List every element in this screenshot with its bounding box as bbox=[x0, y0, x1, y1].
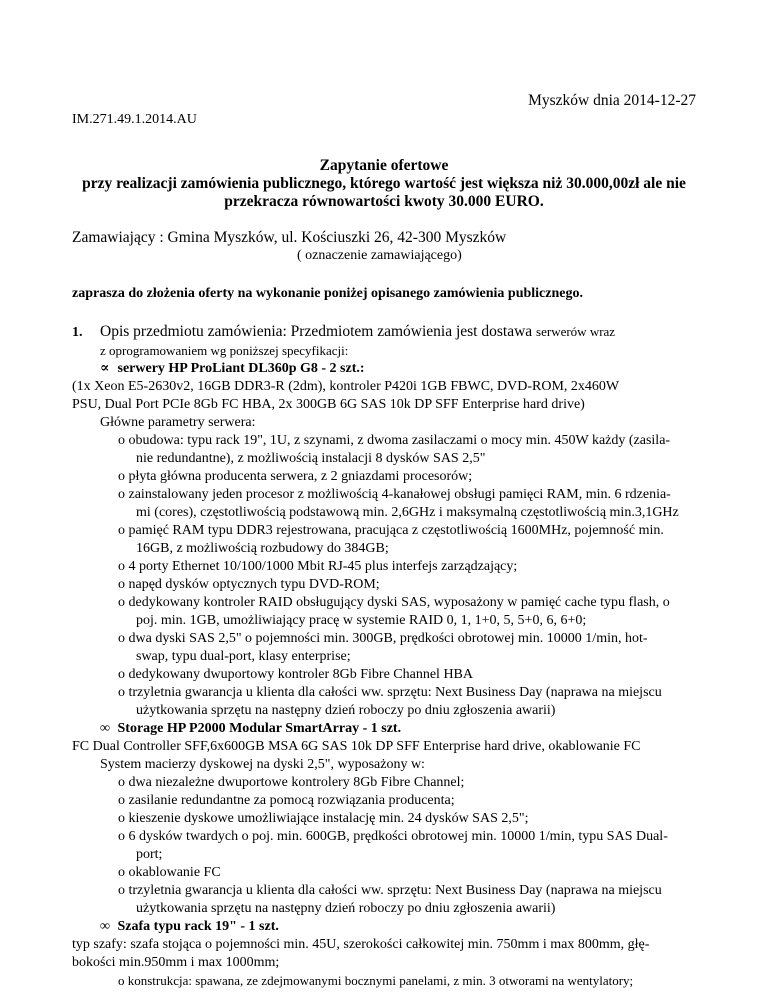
list-item: o konstrukcja: spawana, ze zdejmowanymi bocznymi panelami, z min. 3 otworami na wentylatory; bbox=[118, 973, 634, 988]
title-line-2: przy realizacji zamówienia publicznego, którego wartość jest większa niż 30.000,00zł ale nie bbox=[82, 175, 686, 192]
list-item: o pamięć RAM typu DDR3 rejestrowana, pracująca z częstotliwością 1600MHz, pojemność min. bbox=[118, 523, 664, 538]
list-item: o 4 porty Ethernet 10/100/1000 Mbit RJ-45 plus interfejs zarządzający; bbox=[118, 559, 518, 574]
list-item: o kieszenie dyskowe umożliwiające instalację min. 24 dysków SAS 2,5"; bbox=[118, 811, 529, 826]
section-intro: Opis przedmiotu zamówienia: Przedmiotem zamówienia jest dostawa serwerów wraz bbox=[100, 323, 616, 340]
reference-number: IM.271.49.1.2014.AU bbox=[72, 112, 197, 127]
title-line-3: przekracza równowartości kwoty 30.000 EURO. bbox=[224, 193, 544, 210]
list-item: o 6 dysków twardych o poj. min. 600GB, prędkości obrotowej min. 10000 1/min, typu SAS Dual- bbox=[118, 829, 668, 844]
list-item: o trzyletnia gwarancja u klienta dla całości ww. sprzętu: Next Business Day (naprawa na miejscu bbox=[118, 883, 662, 898]
list-item: o obudowa: typu rack 19", 1U, z szynami, z dwoma zasilaczami o mocy min. 450W każdy (zasila- bbox=[118, 433, 671, 448]
storage-system: System macierzy dyskowej na dyski 2,5", wyposażony w: bbox=[100, 757, 425, 772]
list-item-cont: użytkowania sprzętu na następny dzień roboczy po dniu zgłoszenia awarii) bbox=[136, 901, 556, 916]
list-item: o zainstalowany jeden procesor z możliwością 4-kanałowej obsługi pamięci RAM, min. 6 rdzenia- bbox=[118, 487, 671, 502]
list-item: o okablowanie FC bbox=[118, 865, 221, 880]
list-item: o zasilanie redundantne za pomocą rozwiązania producenta; bbox=[118, 793, 455, 808]
list-item-cont: nie redundantne), z możliwością instalacji 8 dysków SAS 2,5" bbox=[136, 451, 486, 466]
bullet-proportional-icon: ∝ bbox=[100, 361, 110, 376]
list-item: o płyta główna producenta serwera, z 2 gniazdami procesorów; bbox=[118, 469, 473, 484]
rack-type-cont: bokości min.950mm i max 1000mm; bbox=[72, 955, 280, 970]
servers-heading: ∝ serwery HP ProLiant DL360p G8 - 2 szt.: bbox=[100, 361, 365, 376]
list-item: o napęd dysków optycznych typu DVD-ROM; bbox=[118, 577, 380, 592]
list-item-cont: mi (cores), częstotliwością podstawową min. 2,6GHz i maksymalną częstotliwością min.3,1GHz bbox=[136, 505, 679, 520]
list-item-cont: 16GB, z możliwością rozbudowy do 384GB; bbox=[136, 541, 389, 556]
document-title: Zapytanie ofertowe bbox=[319, 157, 449, 174]
servers-spec: (1x Xeon E5-2630v2, 16GB DDR3-R (2dm), kontroler P420i 1GB FBWC, DVD-ROM, 2x460W bbox=[72, 379, 620, 394]
storage-spec: FC Dual Controller SFF,6x600GB MSA 6G SAS 10k DP SFF Enterprise hard drive, okablowanie FC bbox=[72, 739, 641, 754]
rack-heading: ∞ Szafa typu rack 19" - 1 szt. bbox=[100, 919, 279, 934]
list-item: o dwa niezależne dwuportowe kontrolery 8Gb Fibre Channel; bbox=[118, 775, 465, 790]
bullet-infinity-icon: ∞ bbox=[100, 919, 110, 934]
rack-type: typ szafy: szafa stojąca o pojemności min. 45U, szerokości całkowitej min. 750mm i max 800mm, głę- bbox=[72, 937, 650, 952]
invitation-text: zaprasza do złożenia oferty na wykonanie poniżej opisanego zamówienia publicznego. bbox=[72, 286, 583, 301]
date-line: Myszków dnia 2014-12-27 bbox=[528, 92, 696, 109]
list-item: o dedykowany dwuportowy kontroler 8Gb Fibre Channel HBA bbox=[118, 667, 474, 682]
list-item: o dwa dyski SAS 2,5" o pojemności min. 300GB, prędkości obrotowej min. 10000 1/min, hot- bbox=[118, 631, 648, 646]
servers-params-label: Główne parametry serwera: bbox=[100, 415, 256, 430]
list-item: o trzyletnia gwarancja u klienta dla całości ww. sprzętu: Next Business Day (naprawa na miejscu bbox=[118, 685, 662, 700]
list-item-cont: poj. min. 1GB, umożliwiający pracę w systemie RAID 0, 1, 1+0, 5, 5+0, 6, 6+0; bbox=[136, 613, 587, 628]
contracting-authority-note: ( oznaczenie zamawiającego) bbox=[297, 248, 462, 263]
contracting-authority: Zamawiający : Gmina Myszków, ul. Kościuszki 26, 42-300 Myszków bbox=[72, 229, 507, 246]
storage-heading: ∞ Storage HP P2000 Modular SmartArray - 1 szt. bbox=[100, 721, 402, 736]
list-item-cont: port; bbox=[136, 847, 163, 862]
bullet-infinity-icon: ∞ bbox=[100, 721, 110, 736]
list-item-cont: swap, typu dual-port, klasy enterprise; bbox=[136, 649, 351, 664]
list-item: o dedykowany kontroler RAID obsługujący dyski SAS, wyposażony w pamięć cache typu flash, o bbox=[118, 595, 670, 610]
section-number: 1. bbox=[72, 325, 83, 340]
section-intro-cont: z oprogramowaniem wg poniższej specyfikacji: bbox=[100, 343, 349, 358]
servers-spec-cont: PSU, Dual Port PCIe 8Gb FC HBA, 2x 300GB 6G SAS 10k DP SFF Enterprise hard drive) bbox=[72, 397, 585, 412]
list-item-cont: użytkowania sprzętu na następny dzień roboczy po dniu zgłoszenia awarii) bbox=[136, 703, 556, 718]
